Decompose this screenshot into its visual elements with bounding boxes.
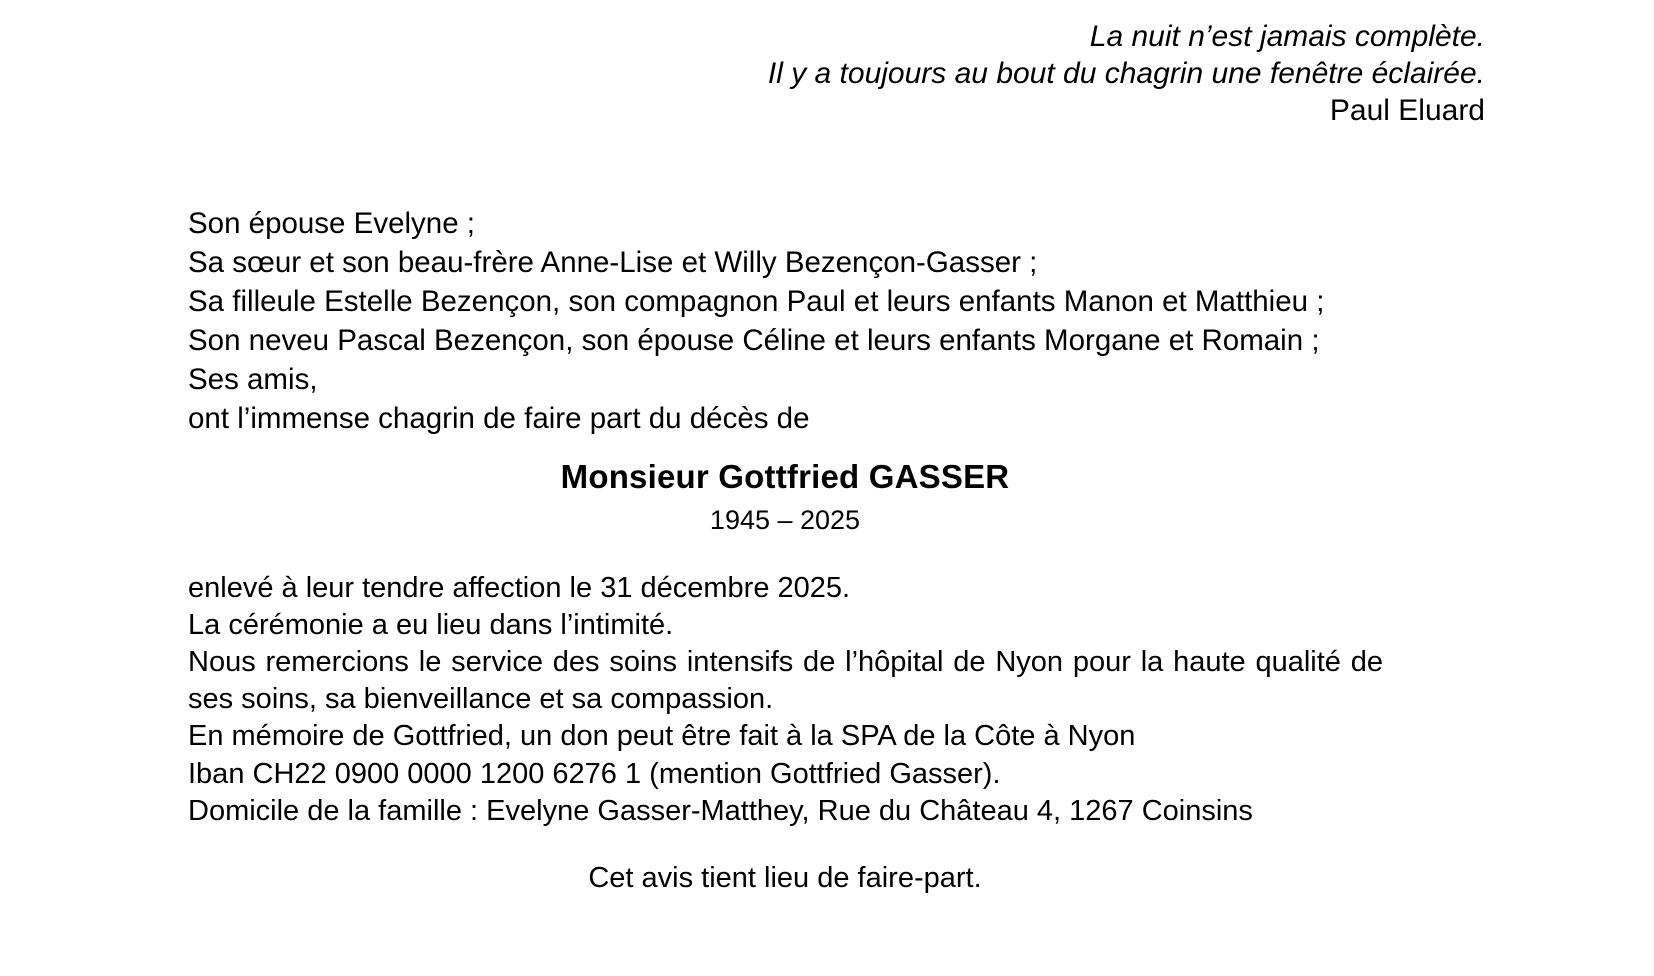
family-line-6: ont l’immense chagrin de faire part du décès de (188, 401, 810, 435)
family-announcement (188, 205, 1478, 439)
family-line-5: Ses amis, (188, 362, 318, 396)
epigraph-line-2: Il y a toujours au bout du chagrin une fenêtre éclairée. (767, 57, 1485, 91)
body-line-4: En mémoire de Gottfried, un don peut être fait à la SPA de la Côte à Nyon (188, 720, 1136, 753)
deceased-block (0, 458, 1570, 536)
body-line-3: Nous remercions le service des soins intensifs de l’hôpital de Nyon pour la haute qualité de ses soins, sa bienveillance et sa compassion. (188, 646, 1383, 716)
family-line-3: Sa filleule Estelle Bezençon, son compagnon Paul et leurs enfants Manon et Matthieu ; (188, 284, 1325, 318)
notice-body (188, 570, 1383, 830)
family-line-4: Son neveu Pascal Bezençon, son épouse Céline et leurs enfants Morgane et Romain ; (188, 323, 1320, 357)
body-line-1: enlevé à leur tendre affection le 31 décembre 2025. (188, 572, 851, 604)
deceased-years: 1945 – 2025 (709, 505, 861, 535)
body-line-2: La cérémonie a eu lieu dans l’intimité. (188, 609, 674, 642)
epigraph-quote (200, 18, 1485, 130)
epigraph-line-1: La nuit n’est jamais complète. (1089, 20, 1485, 53)
footer-note: Cet avis tient lieu de faire-part. (588, 862, 982, 894)
body-line-6-address: Domicile de la famille : Evelyne Gasser-Matthey, Rue du Château 4, 1267 Coinsins (188, 794, 1253, 827)
body-line-5-iban: Iban CH22 0900 0000 1200 6276 1 (mention Gottfried Gasser). (188, 757, 1001, 790)
family-line-1: Son épouse Evelyne ; (188, 207, 476, 240)
deceased-name: Monsieur Gottfried GASSER (560, 458, 1010, 495)
epigraph-author: Paul Eluard (1329, 94, 1485, 128)
family-line-2: Sa sœur et son beau-frère Anne-Lise et Willy Bezençon-Gasser ; (188, 245, 1038, 279)
